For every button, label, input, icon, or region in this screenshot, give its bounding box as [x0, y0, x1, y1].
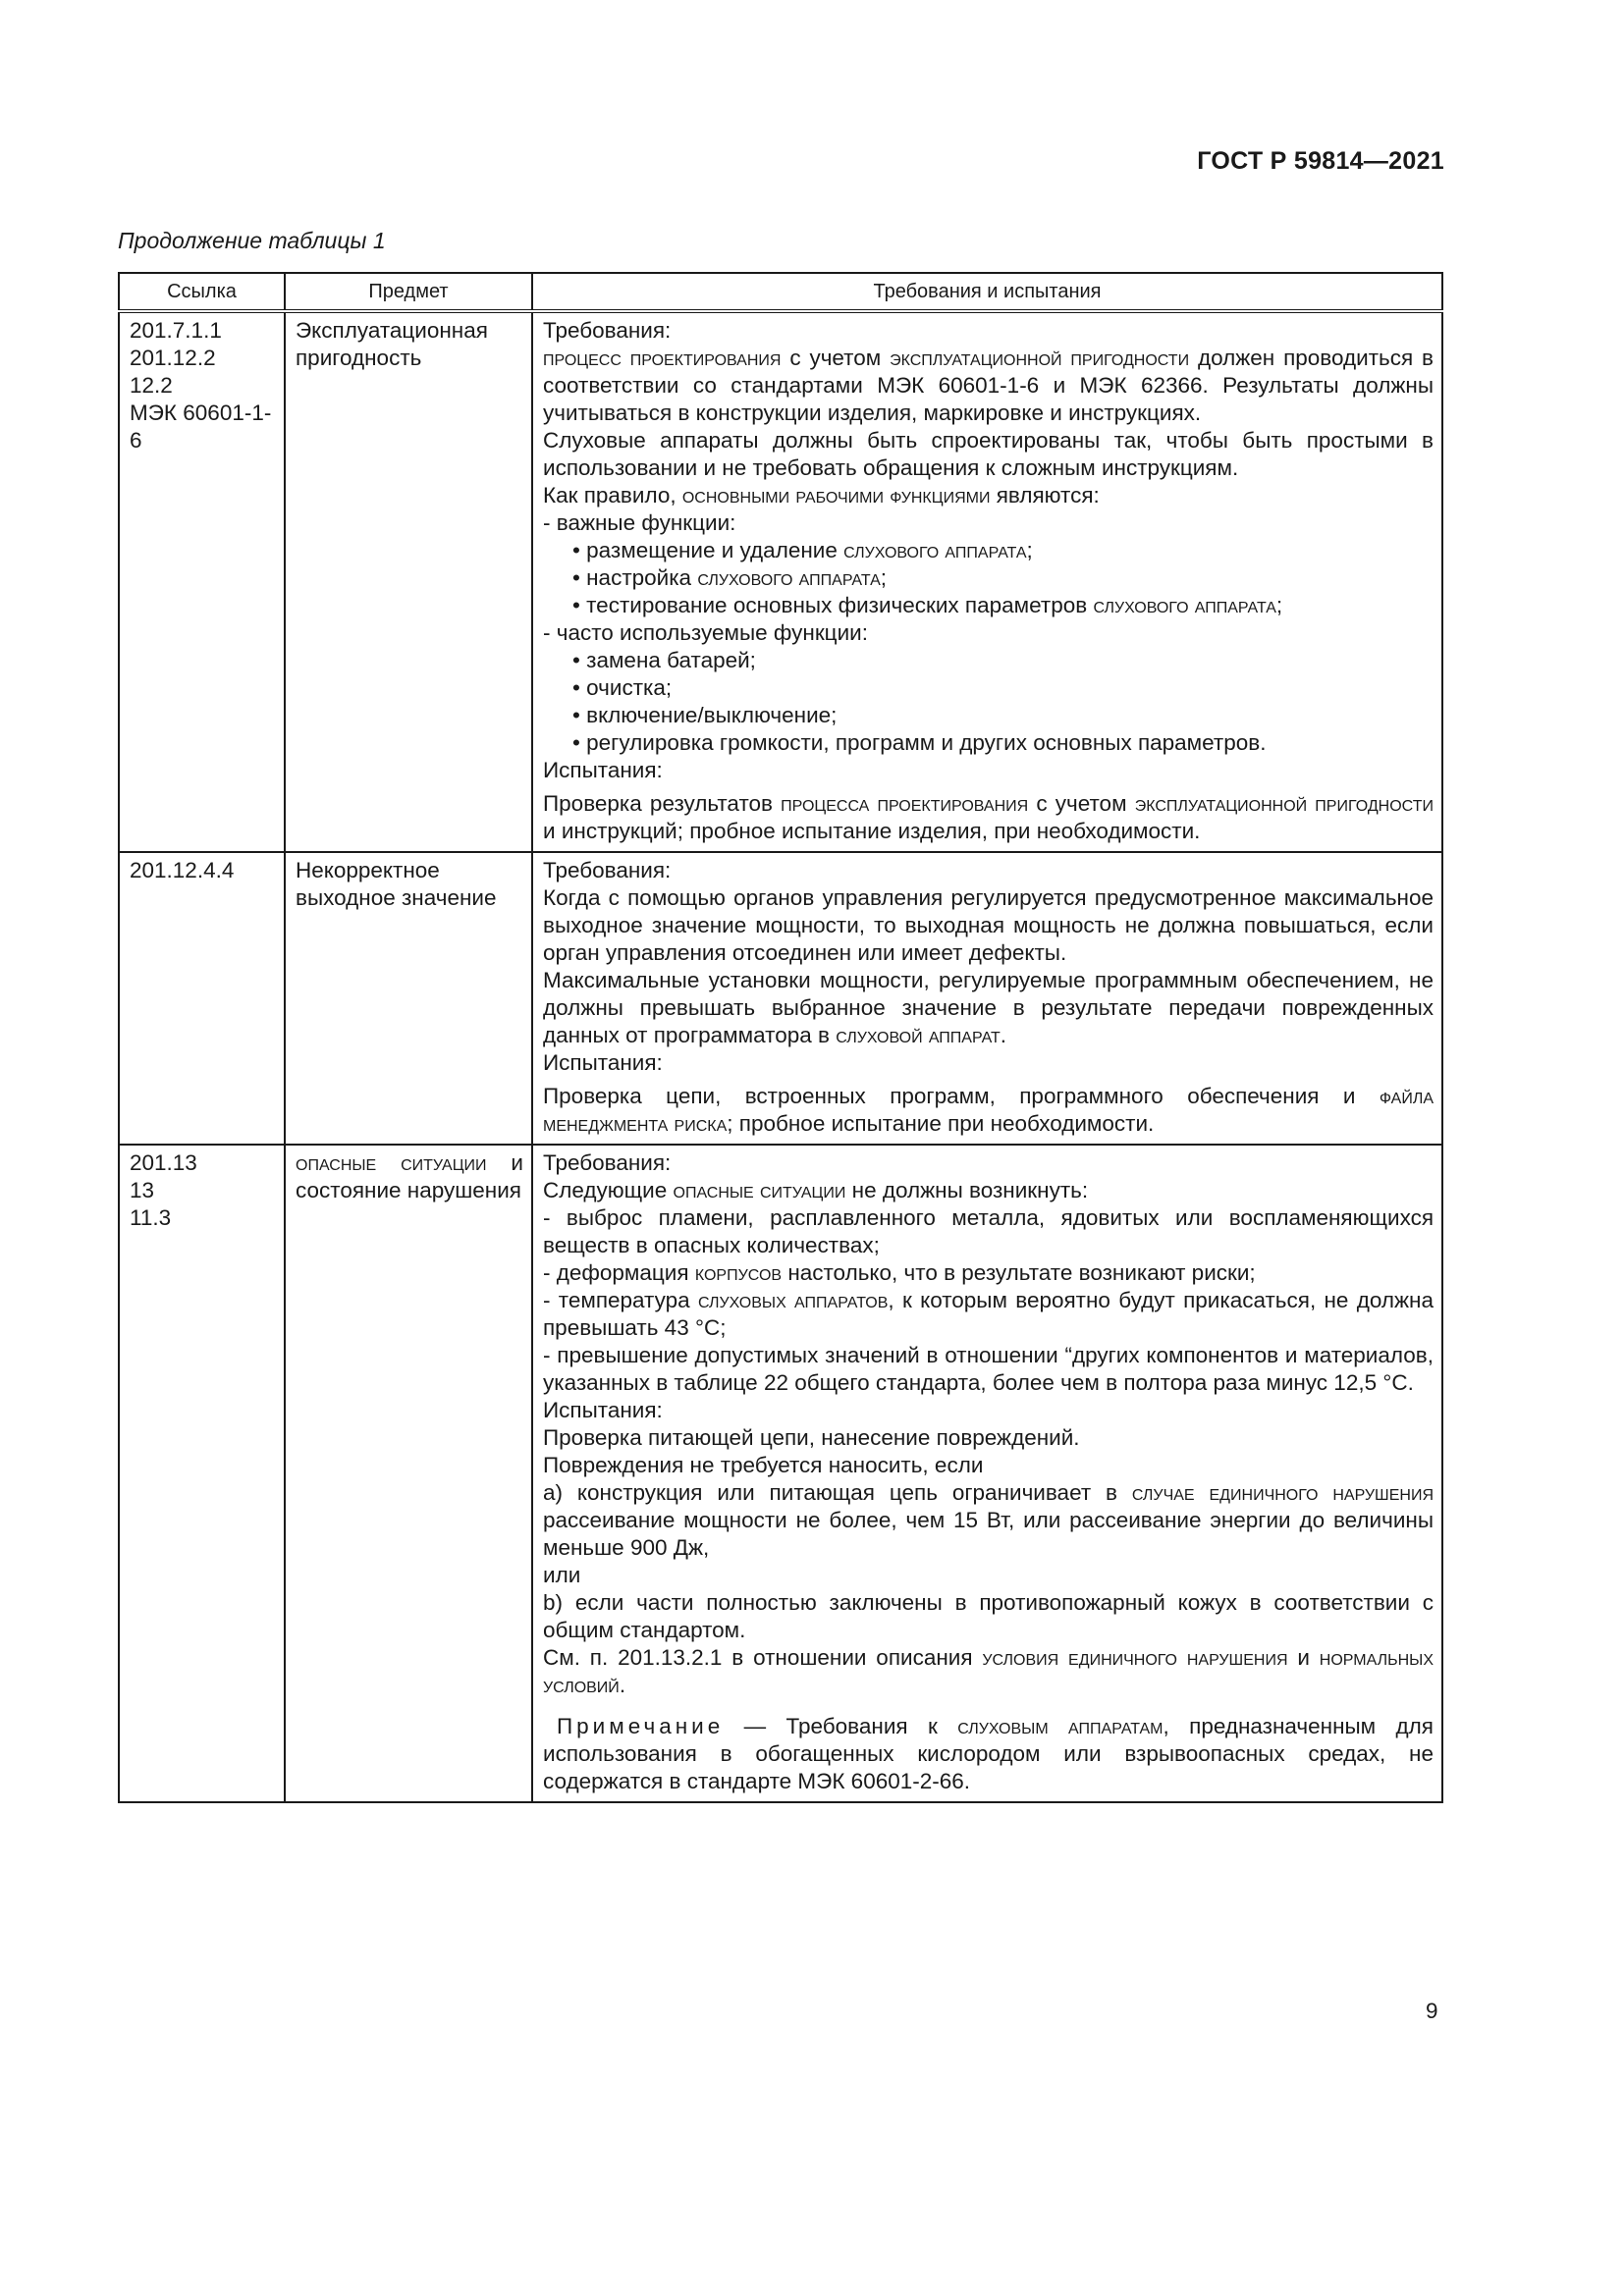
text: ; пробное испытание при необходимости.: [727, 1111, 1155, 1136]
text: являются:: [990, 483, 1100, 507]
standard-code: ГОСТ Р 59814—2021: [1197, 147, 1444, 175]
paragraph: Когда с помощью органов управления регулируется предусмотренное максимальное выходное значение мощности, то выходная мощность не должна повышаться, если орган управления отсоединен или имеет дефекты.: [543, 885, 1434, 965]
table-header-row: [119, 273, 1442, 311]
paragraph: [543, 790, 1434, 845]
subject-text: и состояние нарушения: [296, 1150, 523, 1202]
ref-item: 201.12.2: [130, 346, 216, 370]
tests-label: Испытания:: [543, 1398, 663, 1422]
paragraph: Повреждения не требуется наносить, если: [543, 1453, 984, 1477]
page-number: 9: [1426, 1999, 1438, 2023]
text: с учетом: [1028, 791, 1135, 816]
ref-item: 11.3: [130, 1205, 172, 1230]
text: Как правило,: [543, 483, 682, 507]
requirements-label: Требования:: [543, 318, 672, 343]
text: Проверка результатов: [543, 791, 782, 816]
paragraph: [543, 1644, 1434, 1699]
term: слуховым аппаратам: [957, 1714, 1164, 1738]
text: • тестирование основных физических параметров: [572, 593, 1094, 617]
tests-label: Испытания:: [543, 1050, 663, 1075]
subject-cell: [285, 311, 532, 852]
term: процесса проектирования: [781, 791, 1029, 816]
requirements-table: [118, 272, 1443, 1803]
subject-text: Эксплуатационная пригодность: [296, 318, 488, 370]
text: a) конструкция или питающая цепь ограничивает в: [543, 1480, 1132, 1505]
text: и: [1287, 1645, 1320, 1670]
list-item: - превышение допустимых значений в отношении “других компонентов и материалов, указанных в таблице 22 общего стандарта, более чем в полтора раза минус 12,5 °С.: [543, 1343, 1434, 1395]
ref-item: МЭК 60601-1-6: [130, 400, 272, 453]
paragraph: [543, 482, 1434, 509]
term: файла менеджмента риска: [543, 1084, 1434, 1136]
ref-item: 201.12.4.4: [130, 858, 235, 882]
note: [543, 1713, 1434, 1795]
term: условия единичного нарушения: [982, 1645, 1288, 1670]
term: эксплуатационной пригодности: [1134, 791, 1434, 816]
term: слуховой аппарат: [836, 1023, 1001, 1047]
text: • размещение и удаление: [572, 538, 844, 562]
term: слухового аппарата: [843, 538, 1027, 562]
list-item: • регулировка громкости, программ и других основных параметров.: [572, 730, 1267, 755]
text: См. п. 201.13.2.1 в отношении описания: [543, 1645, 983, 1670]
text: не должны возникнуть:: [845, 1178, 1089, 1202]
text: и инструкций; пробное испытание изделия, при необходимости.: [543, 819, 1201, 843]
text: , предназначенным для использования в обогащенных кислородом или взрывоопасных средах, не содержатся в стандарте МЭК 60601-2-66.: [543, 1714, 1434, 1793]
ref-cell: [119, 311, 285, 852]
text: ;: [1275, 593, 1283, 617]
ref-item: 12.2: [130, 373, 173, 398]
list-item: • очистка;: [572, 675, 673, 700]
paragraph: [543, 967, 1434, 1049]
list-item: [543, 537, 1434, 564]
text: ;: [1026, 538, 1033, 562]
list-item: [543, 592, 1434, 619]
term: корпусов: [694, 1260, 783, 1285]
table-continuation-caption: Продолжение таблицы 1: [118, 228, 386, 253]
header-subject: Предмет: [285, 273, 532, 311]
note-label: Примечание: [557, 1714, 725, 1738]
text: - деформация: [543, 1260, 695, 1285]
table-row: [119, 311, 1442, 852]
list-item: [543, 564, 1434, 592]
term: эксплуатационной пригодности: [890, 346, 1190, 370]
term: нормальных условий: [543, 1645, 1434, 1697]
header-reference: Ссылка: [119, 273, 285, 311]
term: слухового аппарата: [697, 565, 881, 590]
list-item: [543, 1287, 1434, 1342]
text: рассеивание мощности не более, чем 15 Вт, или рассеивание энергии до величины меньше 900 Дж,: [543, 1508, 1434, 1560]
paragraph: или: [543, 1563, 581, 1587]
text: .: [1000, 1023, 1007, 1047]
term: слуховых аппаратов: [697, 1288, 889, 1312]
term: основными рабочими функциями: [681, 483, 991, 507]
text: ;: [880, 565, 888, 590]
paragraph: Проверка питающей цепи, нанесение повреждений.: [543, 1425, 1080, 1450]
list-heading: - часто используемые функции:: [543, 620, 868, 645]
text: настолько, что в результате возникают риски;: [782, 1260, 1256, 1285]
term: опасные ситуации: [673, 1178, 846, 1202]
ref-cell: [119, 1145, 285, 1802]
list-item: [543, 1259, 1434, 1287]
subject-text: Некорректное выходное значение: [296, 858, 497, 910]
subject-cell: [285, 1145, 532, 1802]
table-row: [119, 852, 1442, 1145]
term: процесс проектирования: [543, 346, 782, 370]
subject-cell: [285, 852, 532, 1145]
term: слухового аппарата: [1093, 593, 1276, 617]
paragraph: [543, 1177, 1434, 1204]
paragraph: b) если части полностью заключены в противопожарный кожух в соответствии с общим стандартом.: [543, 1590, 1434, 1642]
ref-item: 13: [130, 1178, 155, 1202]
paragraph: Слуховые аппараты должны быть спроектированы так, чтобы быть простыми в использовании и не требовать обращения к сложным инструкциям.: [543, 428, 1434, 480]
text: , к которым вероятно будут прикасаться, не должна превышать 43 °С;: [543, 1288, 1434, 1340]
text: с учетом: [781, 346, 891, 370]
requirements-cell: [532, 852, 1442, 1145]
requirements-cell: [532, 311, 1442, 852]
requirements-cell: [532, 1145, 1442, 1802]
table-row: [119, 1145, 1442, 1802]
text: Максимальные установки мощности, регулируемые программным обеспечением, не должны превышать выбранное значение в результате передачи поврежденных данных от программатора в: [543, 968, 1434, 1047]
text: - температура: [543, 1288, 698, 1312]
text: Проверка цепи, встроенных программ, программного обеспечения и: [543, 1084, 1380, 1108]
text: — Требования к: [724, 1714, 958, 1738]
text: должен проводиться в соответствии со стандартами МЭК 60601-1-6 и МЭК 62366. Результаты должны учитываться в конструкции изделия, маркировке и инструкциях.: [543, 346, 1434, 425]
list-item: - выброс пламени, расплавленного металла, ядовитых или воспламеняющихся веществ в опасных количествах;: [543, 1205, 1434, 1257]
paragraph: [543, 1479, 1434, 1562]
requirements-label: Требования:: [543, 858, 672, 882]
term: случае единичного нарушения: [1131, 1480, 1434, 1505]
ref-item: 201.7.1.1: [130, 318, 222, 343]
list-heading: - важные функции:: [543, 510, 736, 535]
list-item: • замена батарей;: [572, 648, 756, 672]
ref-cell: [119, 852, 285, 1145]
header-requirements: Требования и испытания: [532, 273, 1442, 311]
tests-label: Испытания:: [543, 758, 663, 782]
paragraph: [543, 345, 1434, 427]
requirements-label: Требования:: [543, 1150, 672, 1175]
text: • настройка: [572, 565, 698, 590]
text: .: [619, 1673, 626, 1697]
ref-item: 201.13: [130, 1150, 197, 1175]
list-item: • включение/выключение;: [572, 703, 838, 727]
paragraph: [543, 1083, 1434, 1138]
text: Следующие: [543, 1178, 674, 1202]
term: опасные ситуации: [296, 1150, 487, 1175]
